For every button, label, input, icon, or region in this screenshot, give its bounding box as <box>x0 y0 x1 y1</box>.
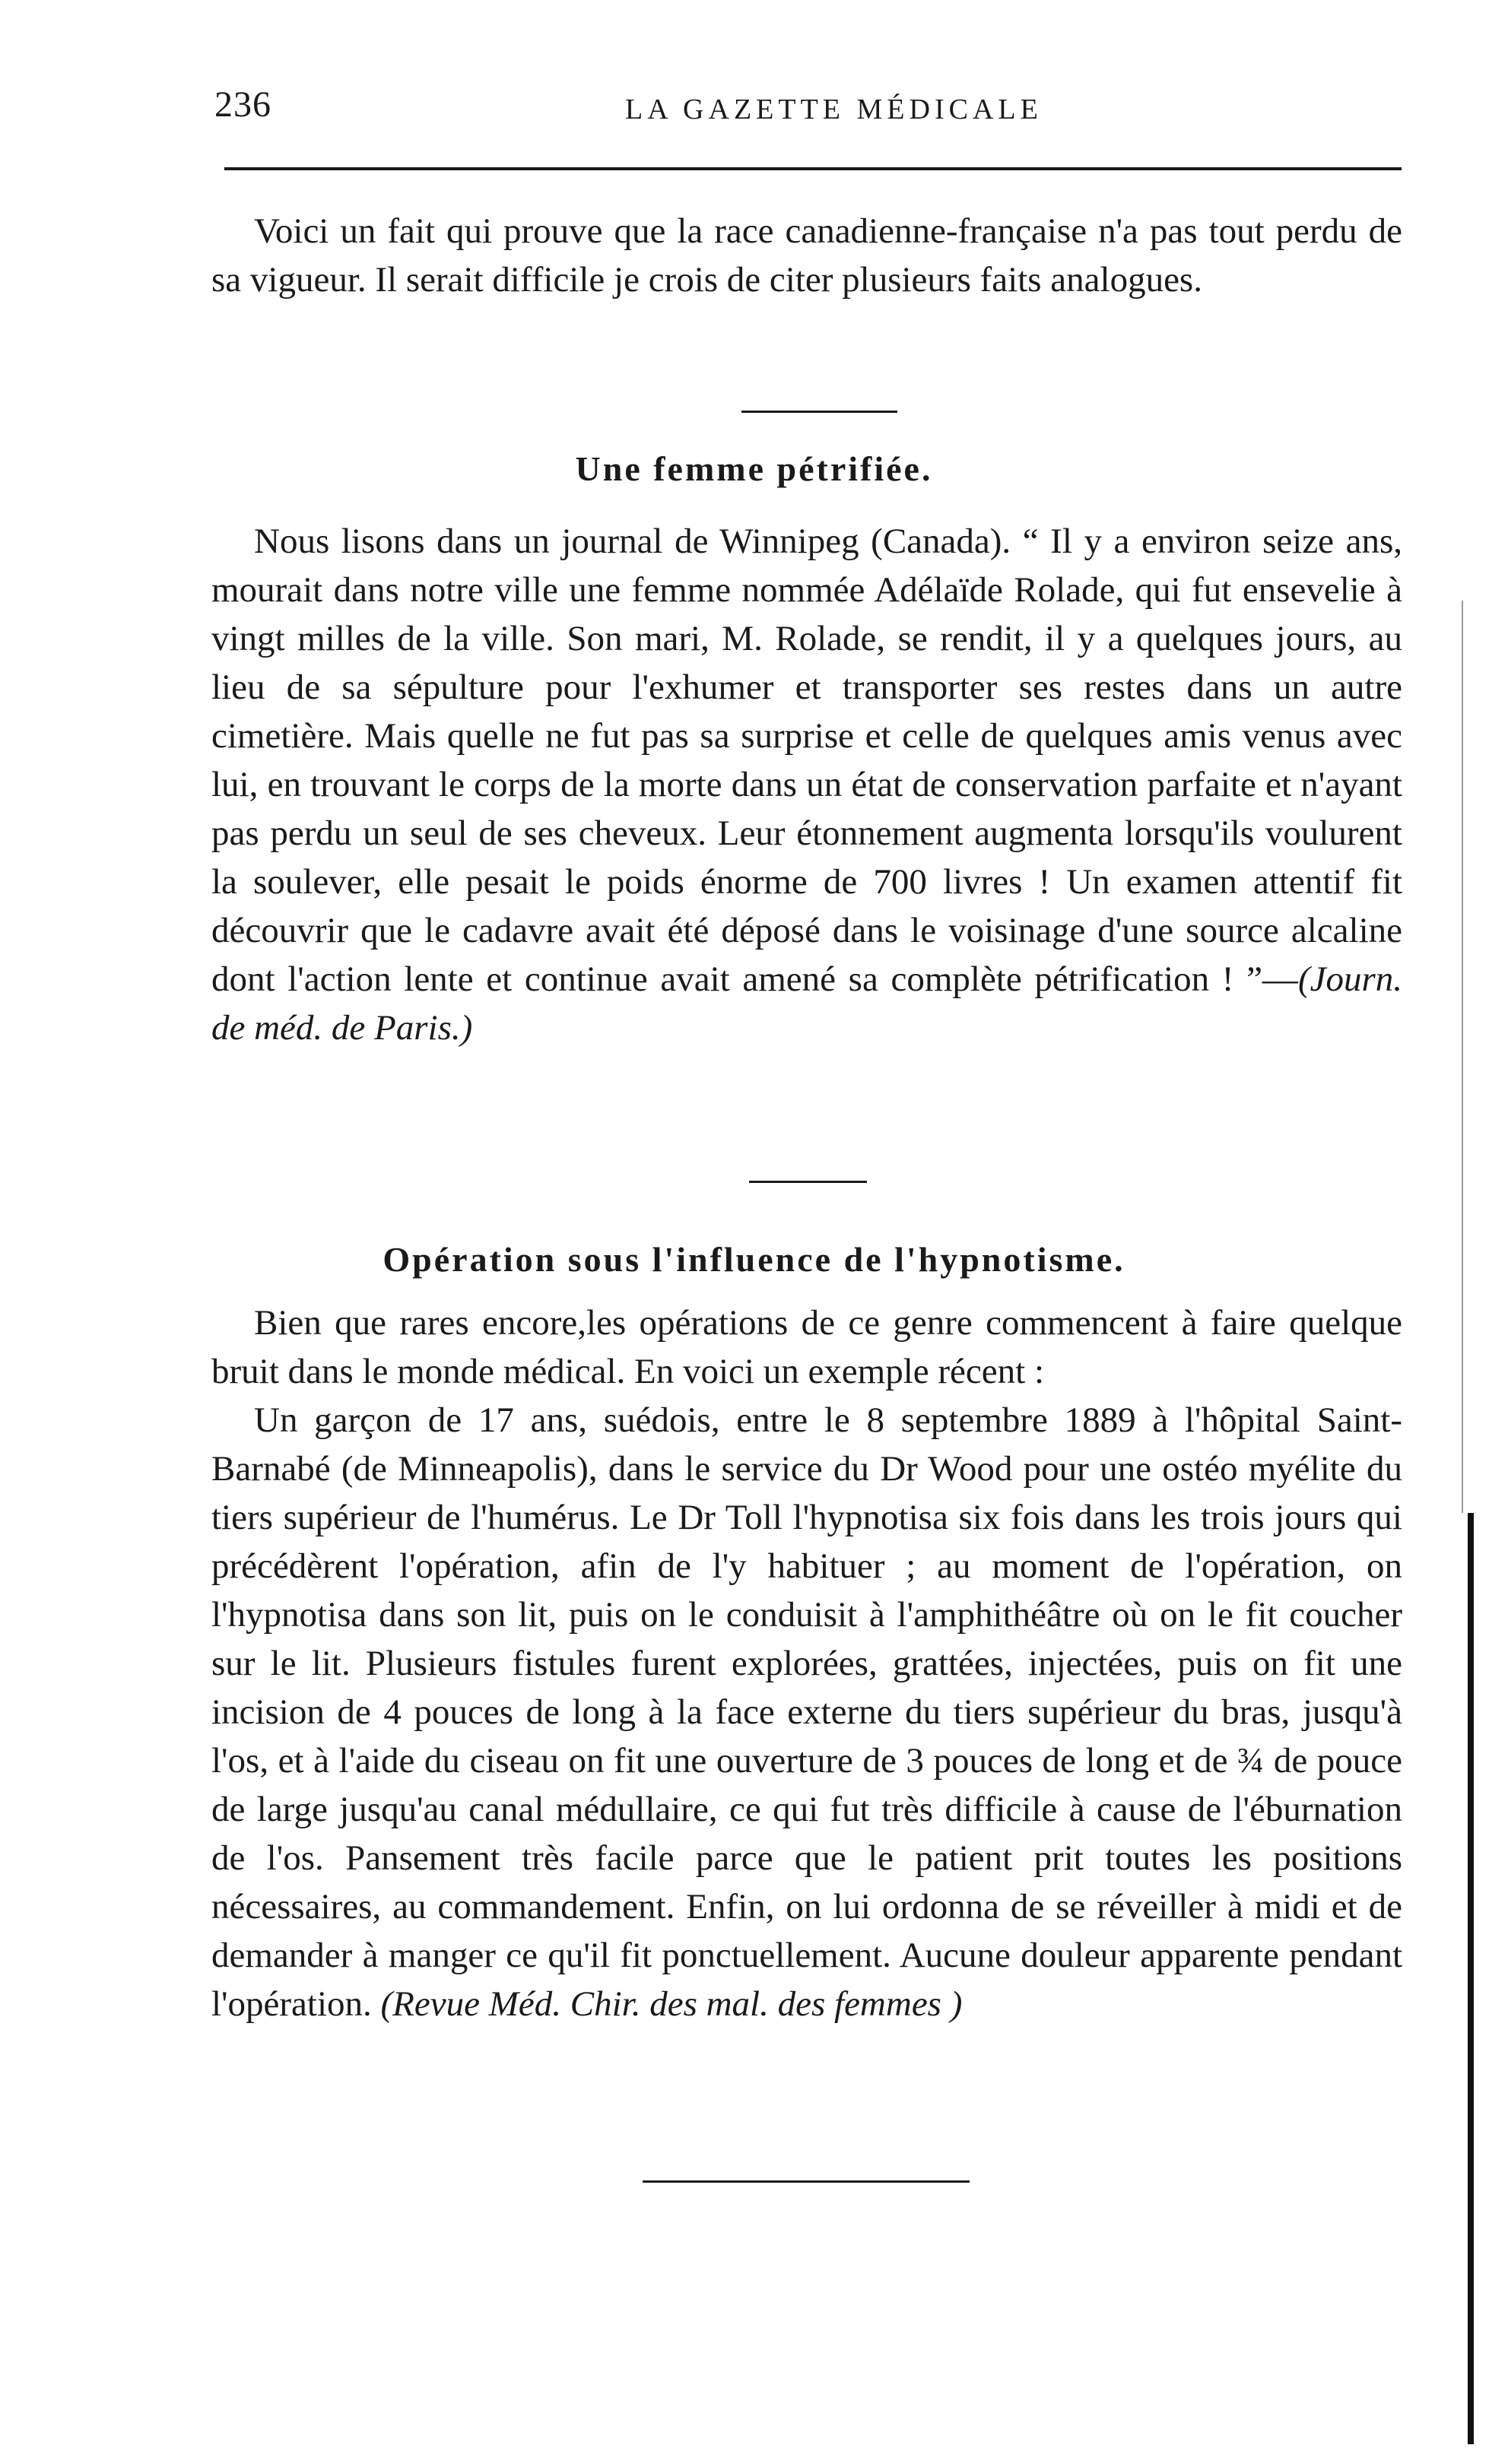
running-head <box>214 84 1401 137</box>
petrifiee-source: (Journ. de méd. de Paris.) <box>211 959 1402 1048</box>
petrifiee-text: Nous lisons dans un journal de Winnipeg (Canada). “ Il y a environ seize ans, mourait dans notre ville une femme nommée Adélaïde Rolade, qui fut ensevelie à vingt milles de la ville. Son mari, M. Rolade, se rendit, il y a quelques jours, au lieu de sa sépulture pour l'exhumer et transporter ses restes dans un autre cimetière. Mais quelle ne fut pas sa surprise et celle de quelques amis venus avec lui, en trouvant le corps de la morte dans un état de conservation parfaite et n'ayant pas perdu un seul de ses cheveux. Leur étonnement augmenta lorsqu'ils voulurent la soulever, elle pesait le poids énorme de 700 livres ! Un examen attentif fit découvrir que le cadavre avait été déposé dans le voisinage d'une source alcaline dont l'action lente et continue avait amené sa complète pétrification ! ”— <box>211 522 1402 999</box>
intro-paragraph: Voici un fait qui prouve que la race canadienne-française n'a pas tout perdu de sa vigueur. Il serait difficile je crois de citer plusieurs faits analogues. <box>211 211 1402 300</box>
section-divider <box>749 1181 867 1183</box>
hypnotisme-intro-paragraph: Bien que rares encore,les opérations de ce genre commencent à faire quelque bruit dans le monde médical. En voici un exemple récent : <box>211 1303 1402 1391</box>
hypnotisme-case-text: Un garçon de 17 ans, suédois, entre le 8 septembre 1889 à l'hôpital Saint-Barnabé (de Minneapolis), dans le service du Dr Wood pour une ostéo myélite du tiers supérieur de l'humérus. Le Dr Toll l'hypnotisa six fois dans les trois jours qui précédèrent l'opération, afin de l'y habituer ; au moment de l'opération, on l'hypnotisa dans son lit, puis on le conduisit à l'amphithéâtre où on le fit coucher sur le lit. Plusieurs fistules furent explorées, grattées, injectées, puis on fit une incision de 4 pouces de long à la face externe du tiers supérieur du bras, jusqu'à l'os, et à l'aide du ciseau on fit une ouverture de 3 pouces de long et de ¾ de pouce de large jusqu'au canal médullaire, ce qui fut très difficile à cause de l'éburnation de l'os. Pansement très facile parce que le patient prit toutes les positions nécessaires, au commandement. Enfin, on lui ordonna de se réveiller à midi et de demander à manger ce qu'il fit ponctuellement. Aucune douleur apparente pendant l'opération. <box>211 1400 1402 2024</box>
section-divider <box>741 411 897 413</box>
section-petrifiee-paragraph <box>211 517 1402 1052</box>
journal-title: LA GAZETTE MÉDICALE <box>625 94 1043 125</box>
header-rule <box>224 167 1402 170</box>
hypnotisme-case-paragraph <box>211 1396 1402 2028</box>
section-title-femme-petrifiee: Une femme pétrifiée. <box>575 449 933 488</box>
hypnotisme-source: (Revue Méd. Chir. des mal. des femmes ) <box>380 1984 963 2024</box>
end-divider <box>643 2180 970 2183</box>
page-edge-shadow <box>1462 601 1463 1513</box>
page-number: 236 <box>214 84 271 125</box>
section-title-hypnotisme: Opération sous l'influence de l'hypnotisme. <box>383 1240 1125 1279</box>
page-edge-bar <box>1468 1513 1474 2444</box>
